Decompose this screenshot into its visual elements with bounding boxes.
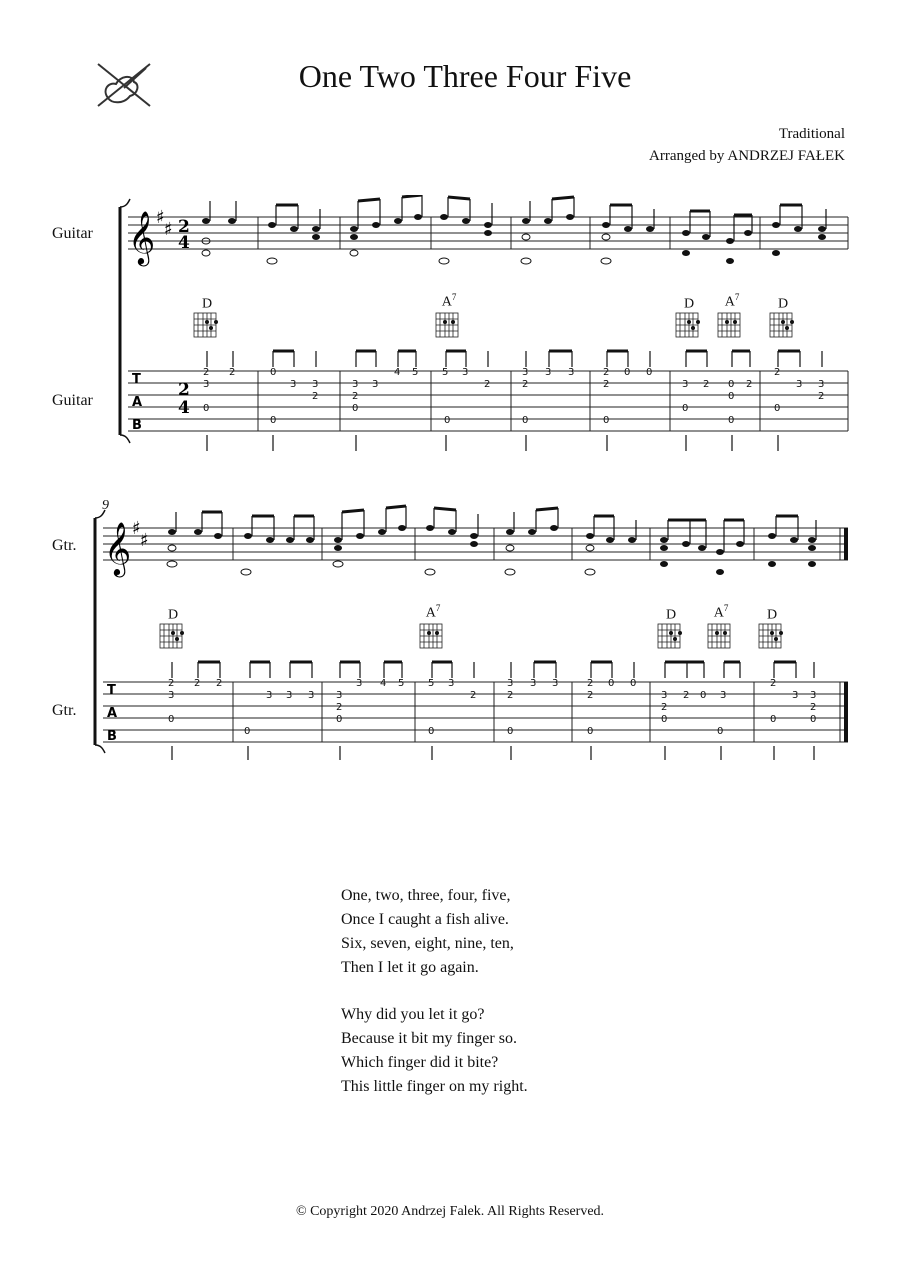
svg-text:3: 3 — [792, 690, 799, 701]
svg-text:3: 3 — [661, 690, 668, 701]
verse-1 — [341, 884, 528, 980]
system-1 — [0, 195, 900, 465]
chord-name: D — [777, 296, 789, 312]
svg-text:0: 0 — [646, 367, 653, 378]
svg-text:3: 3 — [290, 379, 297, 390]
svg-text:2: 2 — [587, 678, 594, 689]
tab-time-signature — [178, 380, 190, 418]
chord-name: $A^7$ — [724, 292, 740, 310]
chord-name: D — [766, 607, 778, 623]
svg-text:0: 0 — [700, 690, 707, 701]
svg-text:5: 5 — [398, 678, 405, 689]
svg-text:4: 4 — [178, 233, 190, 253]
staff-instrument-label: Gtr. — [52, 537, 77, 554]
svg-text:0: 0 — [774, 403, 781, 414]
svg-text:0: 0 — [608, 678, 615, 689]
svg-text:T: T — [132, 372, 141, 387]
measure-number: 9 — [102, 498, 109, 513]
svg-text:0: 0 — [661, 714, 668, 725]
svg-text:A: A — [132, 395, 143, 410]
svg-text:0: 0 — [203, 403, 210, 414]
composer-credit: Traditional — [778, 126, 845, 142]
chord-name: $A^7$ — [441, 292, 457, 310]
svg-text:3: 3 — [552, 678, 559, 689]
time-signature — [178, 217, 190, 253]
svg-text:0: 0 — [587, 726, 594, 737]
svg-text:2: 2 — [746, 379, 753, 390]
chord-dots — [205, 320, 794, 330]
svg-text:0: 0 — [244, 726, 251, 737]
noteheads — [167, 525, 816, 575]
svg-text:2: 2 — [810, 702, 817, 713]
svg-text:2: 2 — [216, 678, 223, 689]
svg-text:3: 3 — [203, 379, 210, 390]
svg-text:♯: ♯ — [164, 219, 173, 240]
svg-text:2: 2 — [603, 367, 610, 378]
chord-diagram-icon — [160, 624, 781, 648]
svg-text:3: 3 — [352, 379, 359, 390]
svg-text:0: 0 — [352, 403, 359, 414]
svg-text:2: 2 — [168, 678, 175, 689]
svg-text:3: 3 — [530, 678, 537, 689]
music-notation — [0, 195, 900, 465]
copyright-notice: © Copyright 2020 Andrzej Falek. All Rights Reserved. — [295, 1204, 605, 1219]
svg-text:0: 0 — [603, 415, 610, 426]
tab-fret-numbers — [203, 367, 824, 426]
svg-text:2: 2 — [770, 678, 777, 689]
svg-text:3: 3 — [308, 690, 315, 701]
svg-text:3: 3 — [568, 367, 575, 378]
lyric-line: Then I let it go again. — [341, 959, 479, 976]
svg-text:3: 3 — [720, 690, 727, 701]
chord-dots — [171, 631, 783, 641]
svg-text:3: 3 — [796, 379, 803, 390]
staff-instrument-label: Guitar — [52, 225, 93, 242]
key-signature — [132, 518, 149, 551]
svg-text:0: 0 — [770, 714, 777, 725]
svg-text:♯: ♯ — [140, 530, 149, 551]
treble-clef-icon — [104, 521, 131, 577]
svg-text:2: 2 — [336, 702, 343, 713]
lyric-line: Why did you let it go? — [341, 1006, 485, 1023]
svg-text:2: 2 — [484, 379, 491, 390]
svg-text:0: 0 — [728, 391, 735, 402]
lyric-line: One, two, three, four, five, — [341, 887, 511, 904]
svg-text:2: 2 — [603, 379, 610, 390]
svg-text:B: B — [107, 729, 117, 744]
svg-text:0: 0 — [270, 415, 277, 426]
chord-name: D — [167, 607, 179, 623]
svg-text:0: 0 — [630, 678, 637, 689]
page-title: One Two Three Four Five — [298, 58, 632, 94]
noteheads — [202, 214, 826, 264]
svg-text:3: 3 — [266, 690, 273, 701]
tab-clef — [132, 372, 142, 433]
beams — [202, 506, 798, 520]
svg-text:𝄞: 𝄞 — [104, 521, 132, 575]
tab-rhythm-stems — [172, 662, 817, 760]
beams — [276, 195, 802, 215]
svg-text:3: 3 — [372, 379, 379, 390]
svg-text:2: 2 — [352, 391, 359, 402]
verse-2 — [341, 1003, 528, 1099]
treble-clef-icon — [128, 210, 155, 266]
chord-name: $A^7$ — [425, 603, 441, 621]
lyric-line: Which finger did it bite? — [341, 1054, 499, 1071]
svg-text:0: 0 — [428, 726, 435, 737]
svg-text:3: 3 — [356, 678, 363, 689]
svg-text:3: 3 — [168, 690, 175, 701]
svg-text:3: 3 — [448, 678, 455, 689]
lyric-line: Because it bit my finger so. — [341, 1030, 517, 1047]
svg-text:0: 0 — [270, 367, 277, 378]
svg-text:0: 0 — [336, 714, 343, 725]
chord-name: $A^7$ — [713, 603, 729, 621]
svg-text:4: 4 — [178, 398, 190, 418]
tab-final-barline — [844, 682, 848, 742]
chord-name: D — [201, 296, 213, 312]
lyric-line: Once I caught a fish alive. — [341, 911, 509, 928]
arranger-credit: Arranged by ANDRZEJ FAŁEK — [649, 148, 845, 164]
svg-text:A: A — [107, 706, 118, 721]
svg-text:0: 0 — [810, 714, 817, 725]
svg-text:2: 2 — [587, 690, 594, 701]
stems — [176, 506, 816, 552]
chord-diagram-icon — [194, 313, 792, 337]
svg-text:5: 5 — [412, 367, 419, 378]
svg-text:5: 5 — [428, 678, 435, 689]
tab-instrument-label: Guitar — [52, 392, 93, 409]
svg-text:3: 3 — [286, 690, 293, 701]
chord-name: D — [683, 296, 695, 312]
final-barline — [844, 528, 848, 560]
svg-text:2: 2 — [683, 690, 690, 701]
svg-text:2: 2 — [194, 678, 201, 689]
svg-text:2: 2 — [312, 391, 319, 402]
svg-text:3: 3 — [462, 367, 469, 378]
svg-text:2: 2 — [703, 379, 710, 390]
tab-clef — [107, 683, 117, 744]
svg-text:3: 3 — [336, 690, 343, 701]
svg-text:2: 2 — [178, 217, 190, 237]
lyric-line: This little finger on my right. — [341, 1078, 528, 1095]
tab-fret-numbers — [168, 678, 816, 737]
svg-text:3: 3 — [818, 379, 825, 390]
svg-text:0: 0 — [522, 415, 529, 426]
svg-text:0: 0 — [728, 415, 735, 426]
svg-text:3: 3 — [522, 367, 529, 378]
svg-text:T: T — [107, 683, 116, 698]
svg-text:2: 2 — [661, 702, 668, 713]
svg-text:3: 3 — [312, 379, 319, 390]
svg-text:B: B — [132, 418, 142, 433]
svg-text:2: 2 — [818, 391, 825, 402]
svg-text:3: 3 — [810, 690, 817, 701]
svg-text:3: 3 — [682, 379, 689, 390]
stems-and-beams — [210, 195, 826, 241]
svg-text:4: 4 — [394, 367, 401, 378]
svg-text:5: 5 — [442, 367, 449, 378]
key-signature — [156, 207, 173, 240]
svg-text:𝄞: 𝄞 — [128, 210, 156, 264]
svg-text:0: 0 — [682, 403, 689, 414]
svg-text:♯: ♯ — [132, 518, 141, 539]
svg-text:2: 2 — [507, 690, 514, 701]
svg-text:0: 0 — [444, 415, 451, 426]
svg-text:3: 3 — [545, 367, 552, 378]
svg-text:3: 3 — [507, 678, 514, 689]
music-notation — [0, 490, 900, 760]
chord-name: D — [665, 607, 677, 623]
lyrics — [341, 884, 528, 1122]
svg-text:0: 0 — [624, 367, 631, 378]
svg-text:2: 2 — [203, 367, 210, 378]
svg-text:0: 0 — [507, 726, 514, 737]
svg-text:2: 2 — [774, 367, 781, 378]
svg-text:2: 2 — [522, 379, 529, 390]
svg-text:4: 4 — [380, 678, 387, 689]
svg-text:0: 0 — [168, 714, 175, 725]
tab-instrument-label: Gtr. — [52, 702, 77, 719]
svg-text:0: 0 — [717, 726, 724, 737]
svg-text:2: 2 — [470, 690, 477, 701]
svg-text:2: 2 — [178, 380, 190, 400]
svg-text:2: 2 — [229, 367, 236, 378]
svg-text:♯: ♯ — [156, 207, 165, 228]
svg-text:0: 0 — [728, 379, 735, 390]
system-2 — [0, 490, 900, 760]
lyric-line: Six, seven, eight, nine, ten, — [341, 935, 514, 952]
